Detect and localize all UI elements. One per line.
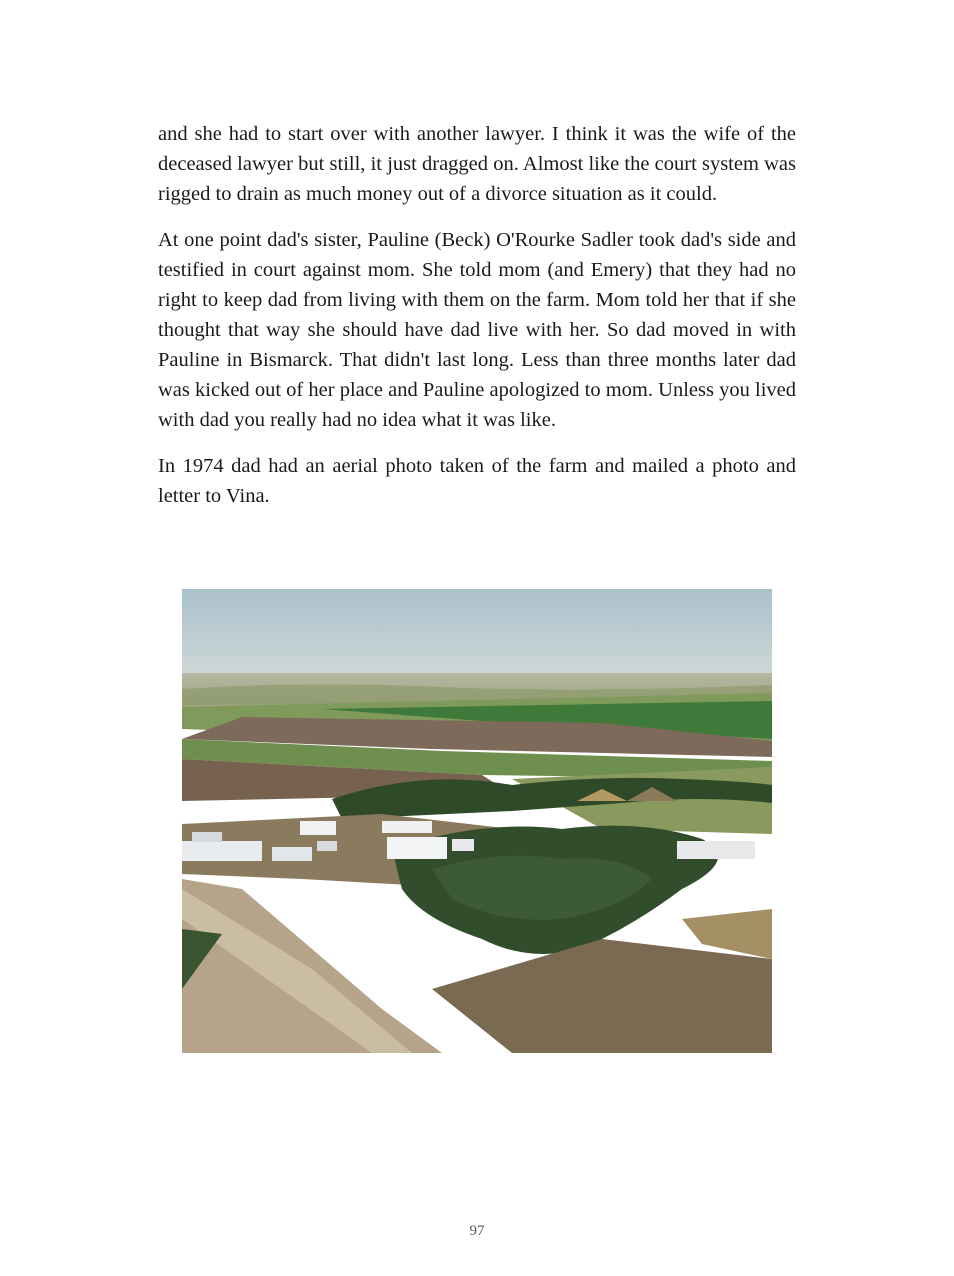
paragraph-3: In 1974 dad had an aerial photo taken of the farm and mailed a photo and letter to Vina. xyxy=(158,455,796,507)
page-number: 97 xyxy=(469,1223,485,1239)
paragraph-1: and she had to start over with another lawyer. I think it was the wife of the deceased lawyer but still, it just dragged on. Almost like the court system was rigged to drain as much money out of a divorce situation as it could. xyxy=(158,123,796,205)
aerial-farm-photo xyxy=(182,589,772,1053)
paragraph-2: At one point dad's sister, Pauline (Beck) O'Rourke Sadler took dad's side and testified in court against mom. She told mom (and Emery) that they had no right to keep dad from living with them on the farm. Mom told her that if she thought that way she should have dad live with her. So dad moved in with Pauline in Bismarck. That didn't last long. Less than three months later dad was kicked out of her place and Pauline apologized to mom. Unless you lived with dad you really had no idea what it was like. xyxy=(158,229,796,431)
body-text xyxy=(158,119,796,527)
